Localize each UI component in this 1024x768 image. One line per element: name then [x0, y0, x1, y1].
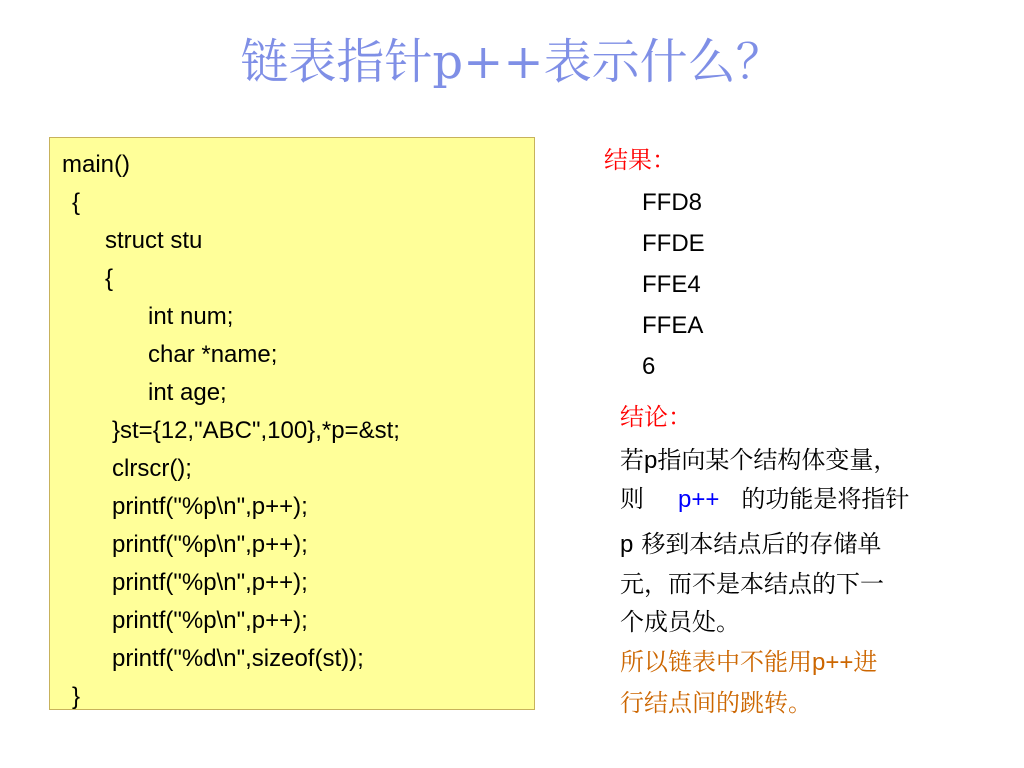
conclusion-line	[620, 530, 881, 559]
code-line: printf("%p\n",p++);	[112, 531, 308, 558]
final-remark-line	[620, 648, 877, 677]
code-line: int num;	[148, 303, 234, 330]
code-line: printf("%p\n",p++);	[112, 607, 308, 634]
result-value: 6	[642, 353, 656, 380]
code-line: printf("%p\n",p++);	[112, 493, 308, 520]
result-value: FFD8	[642, 189, 702, 216]
conclusion-line	[620, 485, 909, 514]
final-remark-p-plus-plus: p++	[812, 649, 854, 676]
conclusion-text: 的功能是将指针	[741, 485, 910, 513]
final-remark-line: 行结点间的跳转。	[620, 689, 812, 717]
conclusion-text: 指向某个结构体变量，	[657, 446, 898, 474]
result-value: FFE4	[642, 271, 701, 298]
result-value: FFEA	[642, 312, 704, 339]
conclusion-text: 移到本结点后的存储单	[641, 530, 882, 558]
code-block	[49, 137, 535, 710]
code-line: int age;	[148, 379, 227, 406]
code-line: {	[72, 189, 81, 216]
code-line: char *name;	[148, 341, 278, 368]
code-line: main()	[62, 151, 131, 178]
code-line: {	[105, 265, 114, 292]
code-line: struct stu	[105, 227, 203, 254]
conclusion-text: 则	[620, 485, 644, 513]
conclusion-line: 元，而不是本结点的下一	[620, 570, 884, 598]
conclusion-line	[620, 446, 897, 475]
final-remark-text: 所以链表中不能用	[620, 648, 812, 676]
code-line: printf("%d\n",sizeof(st));	[112, 645, 364, 672]
slide-title: 链表指针p++表示什么？	[240, 34, 784, 90]
conclusion-line: 个成员处。	[620, 608, 740, 636]
code-line: printf("%p\n",p++);	[112, 569, 308, 596]
conclusion-label: 结论：	[620, 403, 692, 431]
conclusion-text: 若	[620, 446, 644, 474]
final-remark-text: 进	[853, 648, 878, 676]
highlight-p-plus-plus: p++	[678, 486, 720, 513]
conclusion-pointer-text: p	[620, 531, 634, 558]
code-line: }st={12,"ABC",100},*p=&st;	[112, 417, 400, 444]
result-label: 结果：	[604, 146, 676, 174]
result-value: FFDE	[642, 230, 705, 257]
code-line: }	[72, 683, 81, 710]
conclusion-pointer-text: p	[644, 447, 658, 474]
code-line: clrscr();	[112, 455, 192, 482]
